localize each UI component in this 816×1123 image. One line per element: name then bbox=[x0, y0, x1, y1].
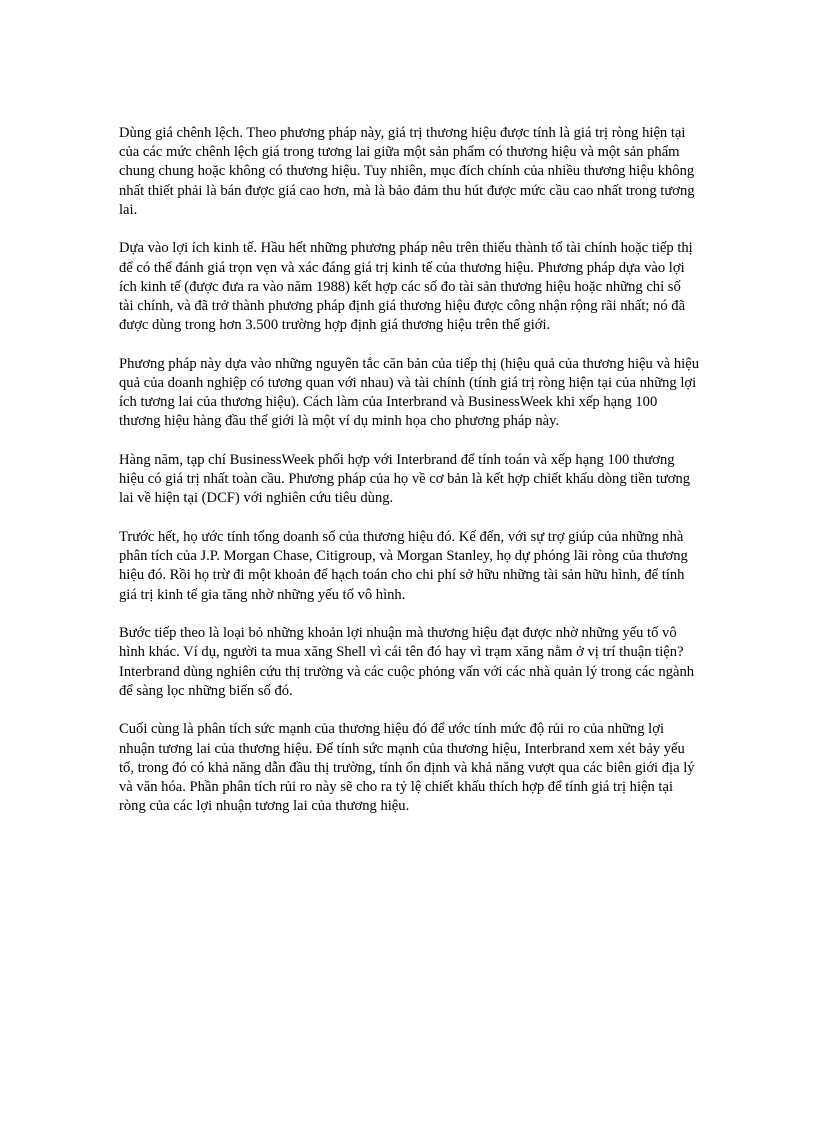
paragraph-economic-use: Dựa vào lợi ích kinh tế. Hầu hết những phương pháp nêu trên thiếu thành tố tài chính hoặc tiếp thị để có thể đánh giá trọn vẹn và xác đáng giá trị kinh tế của thương hiệu. Phương pháp dựa vào lợi ích kinh tế (được đưa ra vào năm 1988) kết hợp các số đo tài sản thương hiệu hoặc những chỉ số tài chính, và đã trở thành phương pháp định giá thương hiệu được công nhận rộng rãi nhất; nó đã được dùng trong hơn 3.500 trường hợp định giá thương hiệu trên thế giới. bbox=[119, 240, 693, 334]
paragraph-intangible-factors: Bước tiếp theo là loại bỏ những khoản lợi nhuận mà thương hiệu đạt được nhờ những yếu tố vô hình khác. Ví dụ, người ta mua xăng Shell vì cái tên đó hay vì trạm xăng nằm ở vị trí thuận tiện? Interbrand dùng nghiên cứu thị trường và các cuộc phỏng vấn với các nhà quản lý trong các ngành để sàng lọc những biến số đó. bbox=[119, 625, 695, 699]
paragraph-businessweek-ranking: Hàng năm, tạp chí BusinessWeek phối hợp với Interbrand để tính toán và xếp hạng 100 thương hiệu có giá trị nhất toàn cầu. Phương pháp của họ về cơ bản là kết hợp chiết khấu dòng tiền tương lai về hiện tại (DCF) với nghiên cứu tiêu dùng. bbox=[119, 452, 691, 507]
paragraph-price-premium: Dùng giá chênh lệch. Theo phương pháp này, giá trị thương hiệu được tính là giá trị ròng hiện tại của các mức chênh lệch giá trong tương lai giữa một sản phẩm có thương hiệu và một sản phẩm chung chung hoặc không có thương hiệu. Tuy nhiên, mục đích chính của nhiều thương hiệu không nhất thiết phải là bán được giá cao hơn, mà là bảo đảm thu hút được mức cầu cao nhất trong tương lai. bbox=[119, 125, 695, 218]
document-body bbox=[119, 124, 699, 836]
paragraph-method-principles: Phương pháp này dựa vào những nguyên tắc căn bản của tiếp thị (hiệu quả của thương hiệu và hiệu quả của doanh nghiệp có tương quan với nhau) và tài chính (tính giá trị ròng hiện tại của những lợi ích tương lai của thương hiệu). Cách làm của Interbrand và BusinessWeek khi xếp hạng 100 thương hiệu hàng đầu thế giới là một ví dụ minh họa cho phương pháp này. bbox=[119, 355, 699, 430]
paragraph-revenue-estimate: Trước hết, họ ước tính tổng doanh số của thương hiệu đó. Kế đến, với sự trợ giúp của những nhà phân tích của J.P. Morgan Chase, Citigroup, và Morgan Stanley, họ dự phóng lãi ròng của thương hiệu đó. Rồi họ trừ đi một khoản để hạch toán cho chi phí sở hữu những tài sản hữu hình, để tính giá trị kinh tế gia tăng nhờ những yếu tố vô hình. bbox=[119, 529, 688, 603]
paragraph-brand-strength: Cuối cùng là phân tích sức mạnh của thương hiệu đó để ước tính mức độ rủi ro của những lợi nhuận tương lai của thương hiệu. Để tính sức mạnh của thương hiệu, Interbrand xem xét bảy yếu tố, trong đó có khả năng dẫn đầu thị trường, tính ổn định và khả năng vượt qua các biên giới địa lý và văn hóa. Phần phân tích rủi ro này sẽ cho ra tỷ lệ chiết khấu thích hợp để tính giá trị hiện tại ròng của các lợi nhuận tương lai của thương hiệu. bbox=[119, 721, 695, 815]
